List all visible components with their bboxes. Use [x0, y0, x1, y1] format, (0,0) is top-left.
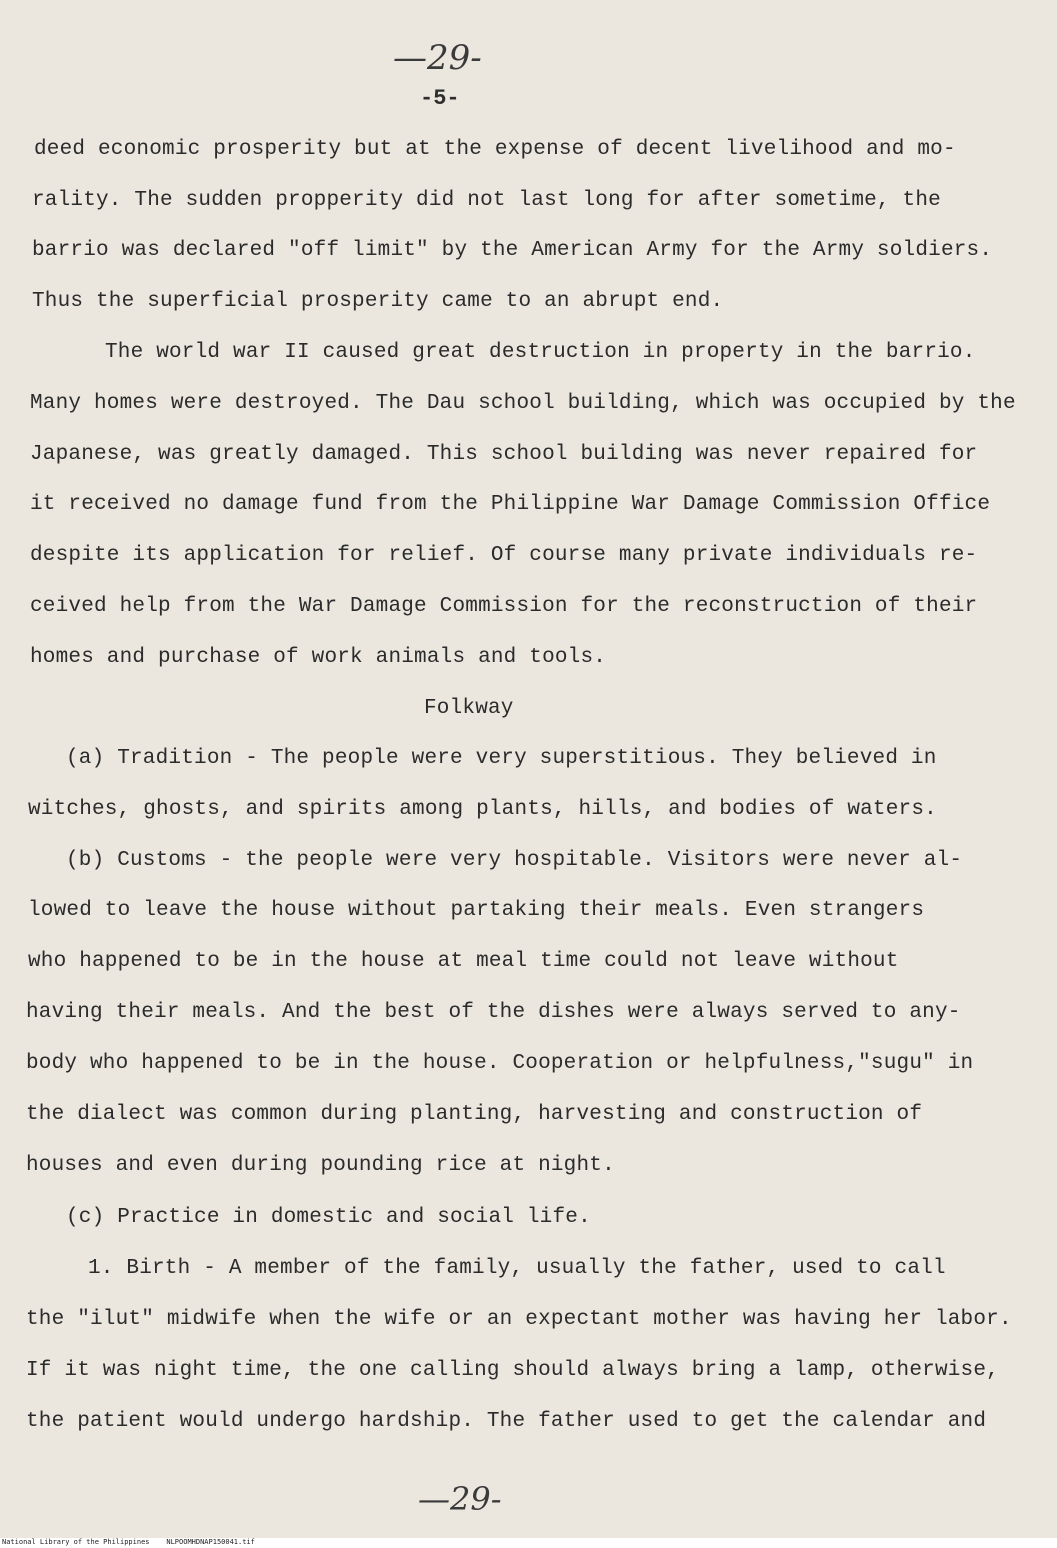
handwritten-page-number-bottom: —29-: [418, 1480, 502, 1518]
text-line: The world war II caused great destruction in property in the barrio.: [105, 341, 976, 364]
text-line: lowed to leave the house without partaking their meals. Even strangers: [28, 899, 925, 922]
text-line: homes and purchase of work animals and tools.: [30, 646, 607, 669]
footer-label: [2, 1538, 255, 1546]
text-line: deed economic prosperity but at the expense of decent livelihood and mo-: [34, 138, 956, 161]
footer-institution: National Library of the Philippines: [2, 1538, 150, 1546]
text-line: (c) Practice in domestic and social life.: [66, 1206, 591, 1229]
text-line: 1. Birth - A member of the family, usually the father, used to call: [88, 1257, 946, 1280]
text-line: the patient would undergo hardship. The father used to get the calendar and: [26, 1410, 987, 1433]
text-line: witches, ghosts, and spirits among plants, hills, and bodies of waters.: [28, 798, 937, 821]
text-line: ceived help from the War Damage Commission for the reconstruction of their: [30, 595, 978, 618]
text-line: If it was night time, the one calling should always bring a lamp, otherwise,: [26, 1359, 999, 1382]
text-line: having their meals. And the best of the dishes were always served to any-: [26, 1001, 961, 1024]
text-line: the dialect was common during planting, harvesting and construction of: [26, 1103, 923, 1126]
text-line: (a) Tradition - The people were very superstitious. They believed in: [66, 747, 937, 770]
text-line: (b) Customs - the people were very hospitable. Visitors were never al-: [66, 849, 963, 872]
handwritten-page-number-top: —29-: [393, 38, 482, 78]
text-line: Japanese, was greatly damaged. This school building was never repaired for: [30, 443, 978, 466]
text-line: houses and even during pounding rice at night.: [26, 1154, 615, 1177]
text-line: despite its application for relief. Of course many private individuals re-: [30, 544, 978, 567]
text-line: rality. The sudden propperity did not last long for after sometime, the: [32, 189, 941, 212]
text-line: Thus the superficial prosperity came to an abrupt end.: [32, 290, 724, 313]
footer-filename: NLPOOMHDNAP150041.tif: [166, 1538, 255, 1546]
section-heading: Folkway: [424, 697, 514, 720]
text-line: Many homes were destroyed. The Dau school building, which was occupied by the: [30, 392, 1016, 415]
text-line: it received no damage fund from the Philippine War Damage Commission Office: [30, 493, 991, 516]
text-line: the "ilut" midwife when the wife or an expectant mother was having her labor.: [26, 1308, 1012, 1331]
text-line: who happened to be in the house at meal time could not leave without: [28, 950, 899, 973]
text-line: barrio was declared "off limit" by the American Army for the Army soldiers.: [32, 239, 993, 262]
scan-footer: [0, 1538, 1057, 1548]
typed-page-number: -5-: [420, 86, 460, 111]
text-line: body who happened to be in the house. Cooperation or helpfulness,"sugu" in: [26, 1052, 974, 1075]
